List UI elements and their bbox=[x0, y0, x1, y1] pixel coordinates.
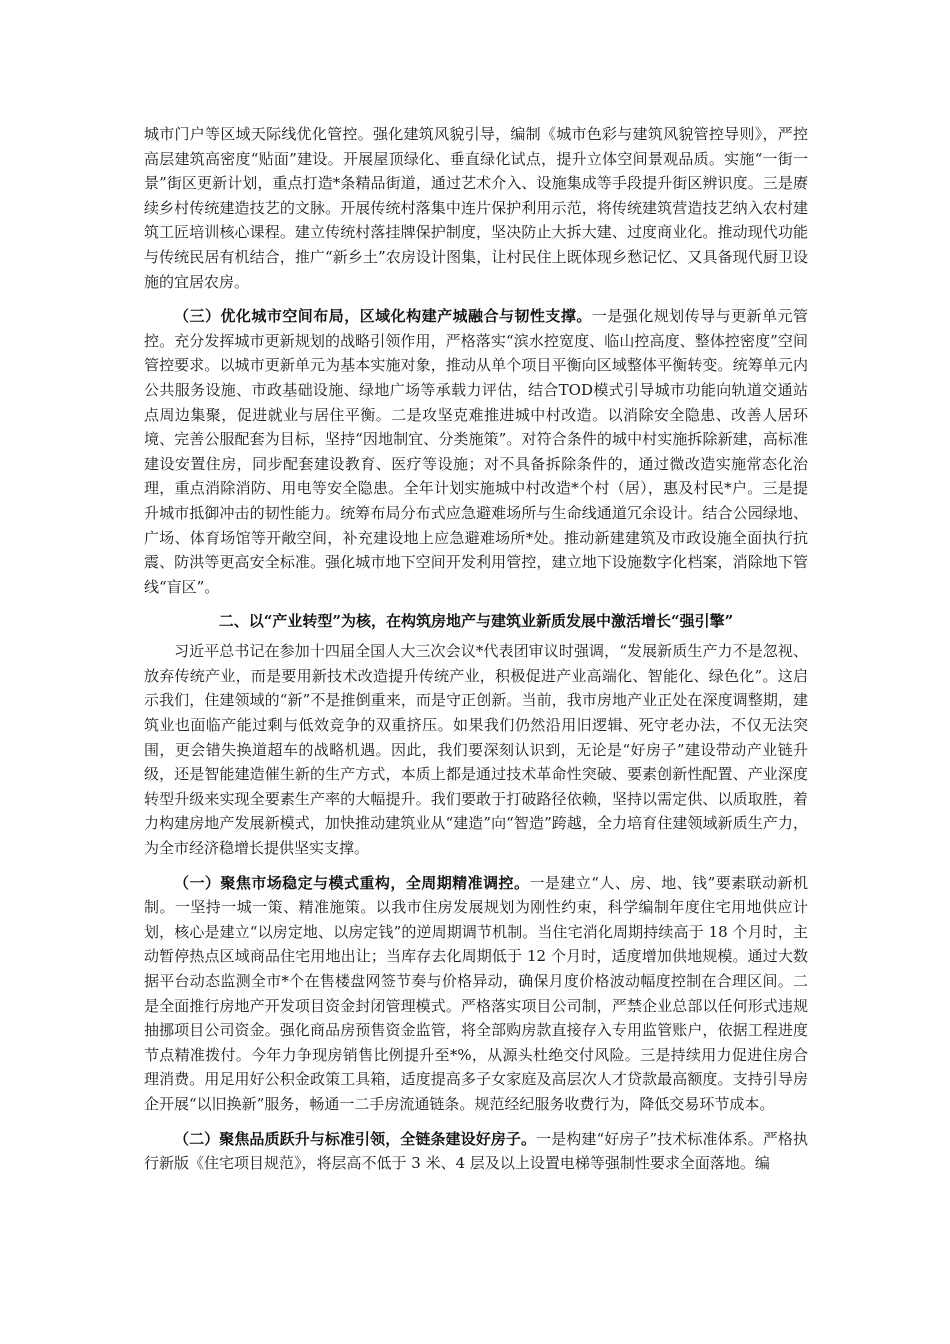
document-page bbox=[144, 122, 808, 1176]
section-heading: 二、以“产业转型”为核，在构筑房地产与建筑业新质发展中激活增长“强引擎” bbox=[218, 612, 734, 631]
paragraph-lead-heading: （一）聚焦市场稳定与模式重构，全周期精准调控。 bbox=[174, 873, 530, 892]
paragraph-body: 一是建立“人、房、地、钱”要素联动新机制。一坚持一城一策、精准施策。以我市住房发展规划为刚性约束，科学编制年度住宅用地供应计划，核心是建立“以房定地、以房定钱”的逆周期调节机制。当住宅消化周期持续高于 18 个月时，主动暂停热点区域商品住宅用地出让；当库存去化周期低于 12 个月时，适度增加供地规模。通过大数据平台动态监测全市*个在售楼盘网签节奏与价格异动，确保月度价格波动幅度控制在合理区间。二是全面推行房地产开发项目资金封闭管理模式。严格落实项目公司制，严禁企业总部以任何形式违规抽挪项目公司资金。强化商品房预售资金监管，将全部购房款直接存入专用监管账户，依据工程进度节点精准拨付。今年力争现房销售比例提升至*%，从源头杜绝交付风险。三是持续用力促进住房合理消费。用足用好公积金政策工具箱，适度提高多子女家庭及高层次人才贷款最高额度。支持引导房企开展“以旧换新”服务，畅通一二手房流通链条。规范经纪服务收费行为，降低交易环节成本。 bbox=[144, 873, 808, 1113]
paragraph-lead-heading: （三）优化城市空间布局，区域化构建产城融合与韧性支撑。 bbox=[174, 307, 592, 326]
paragraph-industry-transformation: 习近平总书记在参加十四届全国人大三次会议*代表团审议时强调，“发展新质生产力不是忽视、放弃传统产业，而是要用新技术改造提升传统产业，积极促进产业高端化、智能化、绿色化”。这启示我们，住建领域的“新”不是推倒重来，而是守正创新。当前，我市房地产业正处在深度调整期，建筑业也面临产能过剩与低效竞争的双重挤压。如果我们仍然沿用旧逻辑、死守老办法，不仅无法突围，更会错失换道超车的战略机遇。因此，我们要深刻认识到，无论是“好房子”建设带动产业链升级，还是智能建造催生新的生产方式，本质上都是通过技术革命性突破、要素创新性配置、产业深度转型升级来实现全要素生产率的大幅提升。我们要敢于打破路径依赖，坚持以需定供、以质取胜，着力构建房地产发展新模式，加快推动建筑业从“建造”向“智造”跨越，全力培育住建领域新质生产力，为全市经济稳增长提供坚实支撑。 bbox=[144, 642, 808, 858]
paragraph-spatial-layout bbox=[144, 304, 808, 599]
paragraph-body: 一是强化规划传导与更新单元管控。充分发挥城市更新规划的战略引领作用，严格落实“滨水控宽度、临山控高度、整体控密度”空间管控要求。以城市更新单元为基本实施对象，推动从单个项目平衡向区域整体平衡转变。统筹单元内公共服务设施、市政基础设施、绿地广场等承载力评估，结合TOD模式引导城市功能向轨道交通站点周边集聚，促进就业与居住平衡。二是攻坚克难推进城中村改造。以消除安全隐患、改善人居环境、完善公服配套为目标，坚持“因地制宜、分类施策”。对符合条件的城中村实施拆除新建，高标准建设安置住房，同步配套建设教育、医疗等设施；对不具备拆除条件的，通过微改造实施常态化治理，重点消除消防、用电等安全隐患。全年计划实施城中村改造*个村（居），惠及村民*户。三是提升城市抵御冲击的韧性能力。统筹布局分布式应急避难场所与生命线通道冗余设计。结合公园绿地、广场、体育场馆等开敞空间，补充建设地上应急避难场所*处。推动新建建筑及市政设施全面执行抗震、防洪等更高安全标准。强化城市地下空间开发利用管控，建立地下设施数字化档案，消除地下管线“盲区”。 bbox=[144, 307, 808, 596]
paragraph-market-stability bbox=[144, 871, 808, 1117]
paragraph-quality-housing bbox=[144, 1127, 808, 1176]
paragraph-urban-landscape: 城市门户等区域天际线优化管控。强化建筑风貌引导，编制《城市色彩与建筑风貌管控导则》，严控高层建筑高密度“贴面”建设。开展屋顶绿化、垂直绿化试点，提升立体空间景观品质。实施“一街一景”街区更新计划，重点打造*条精品街道，通过艺术介入、设施集成等手段提升街区辨识度。三是赓续乡村传统建造技艺的文脉。开展传统村落集中连片保护利用示范，将传统建筑营造技艺纳入农村建筑工匠培训核心课程。建立传统村落挂牌保护制度，坚决防止大拆大建、过度商业化。推动现代功能与传统民居有机结合，推广“新乡土”农房设计图集，让村民住上既体现乡愁记忆、又具备现代厨卫设施的宜居农房。 bbox=[144, 125, 808, 291]
paragraph-body: 一是构建“好房子”技术标准体系。严格执行新版《住宅项目规范》，将层高不低于 3 米、4 层及以上设置电梯等强制性要求全面落地。编 bbox=[144, 1129, 808, 1173]
paragraph-lead-heading: （二）聚焦品质跃升与标准引领，全链条建设好房子。 bbox=[174, 1129, 537, 1148]
